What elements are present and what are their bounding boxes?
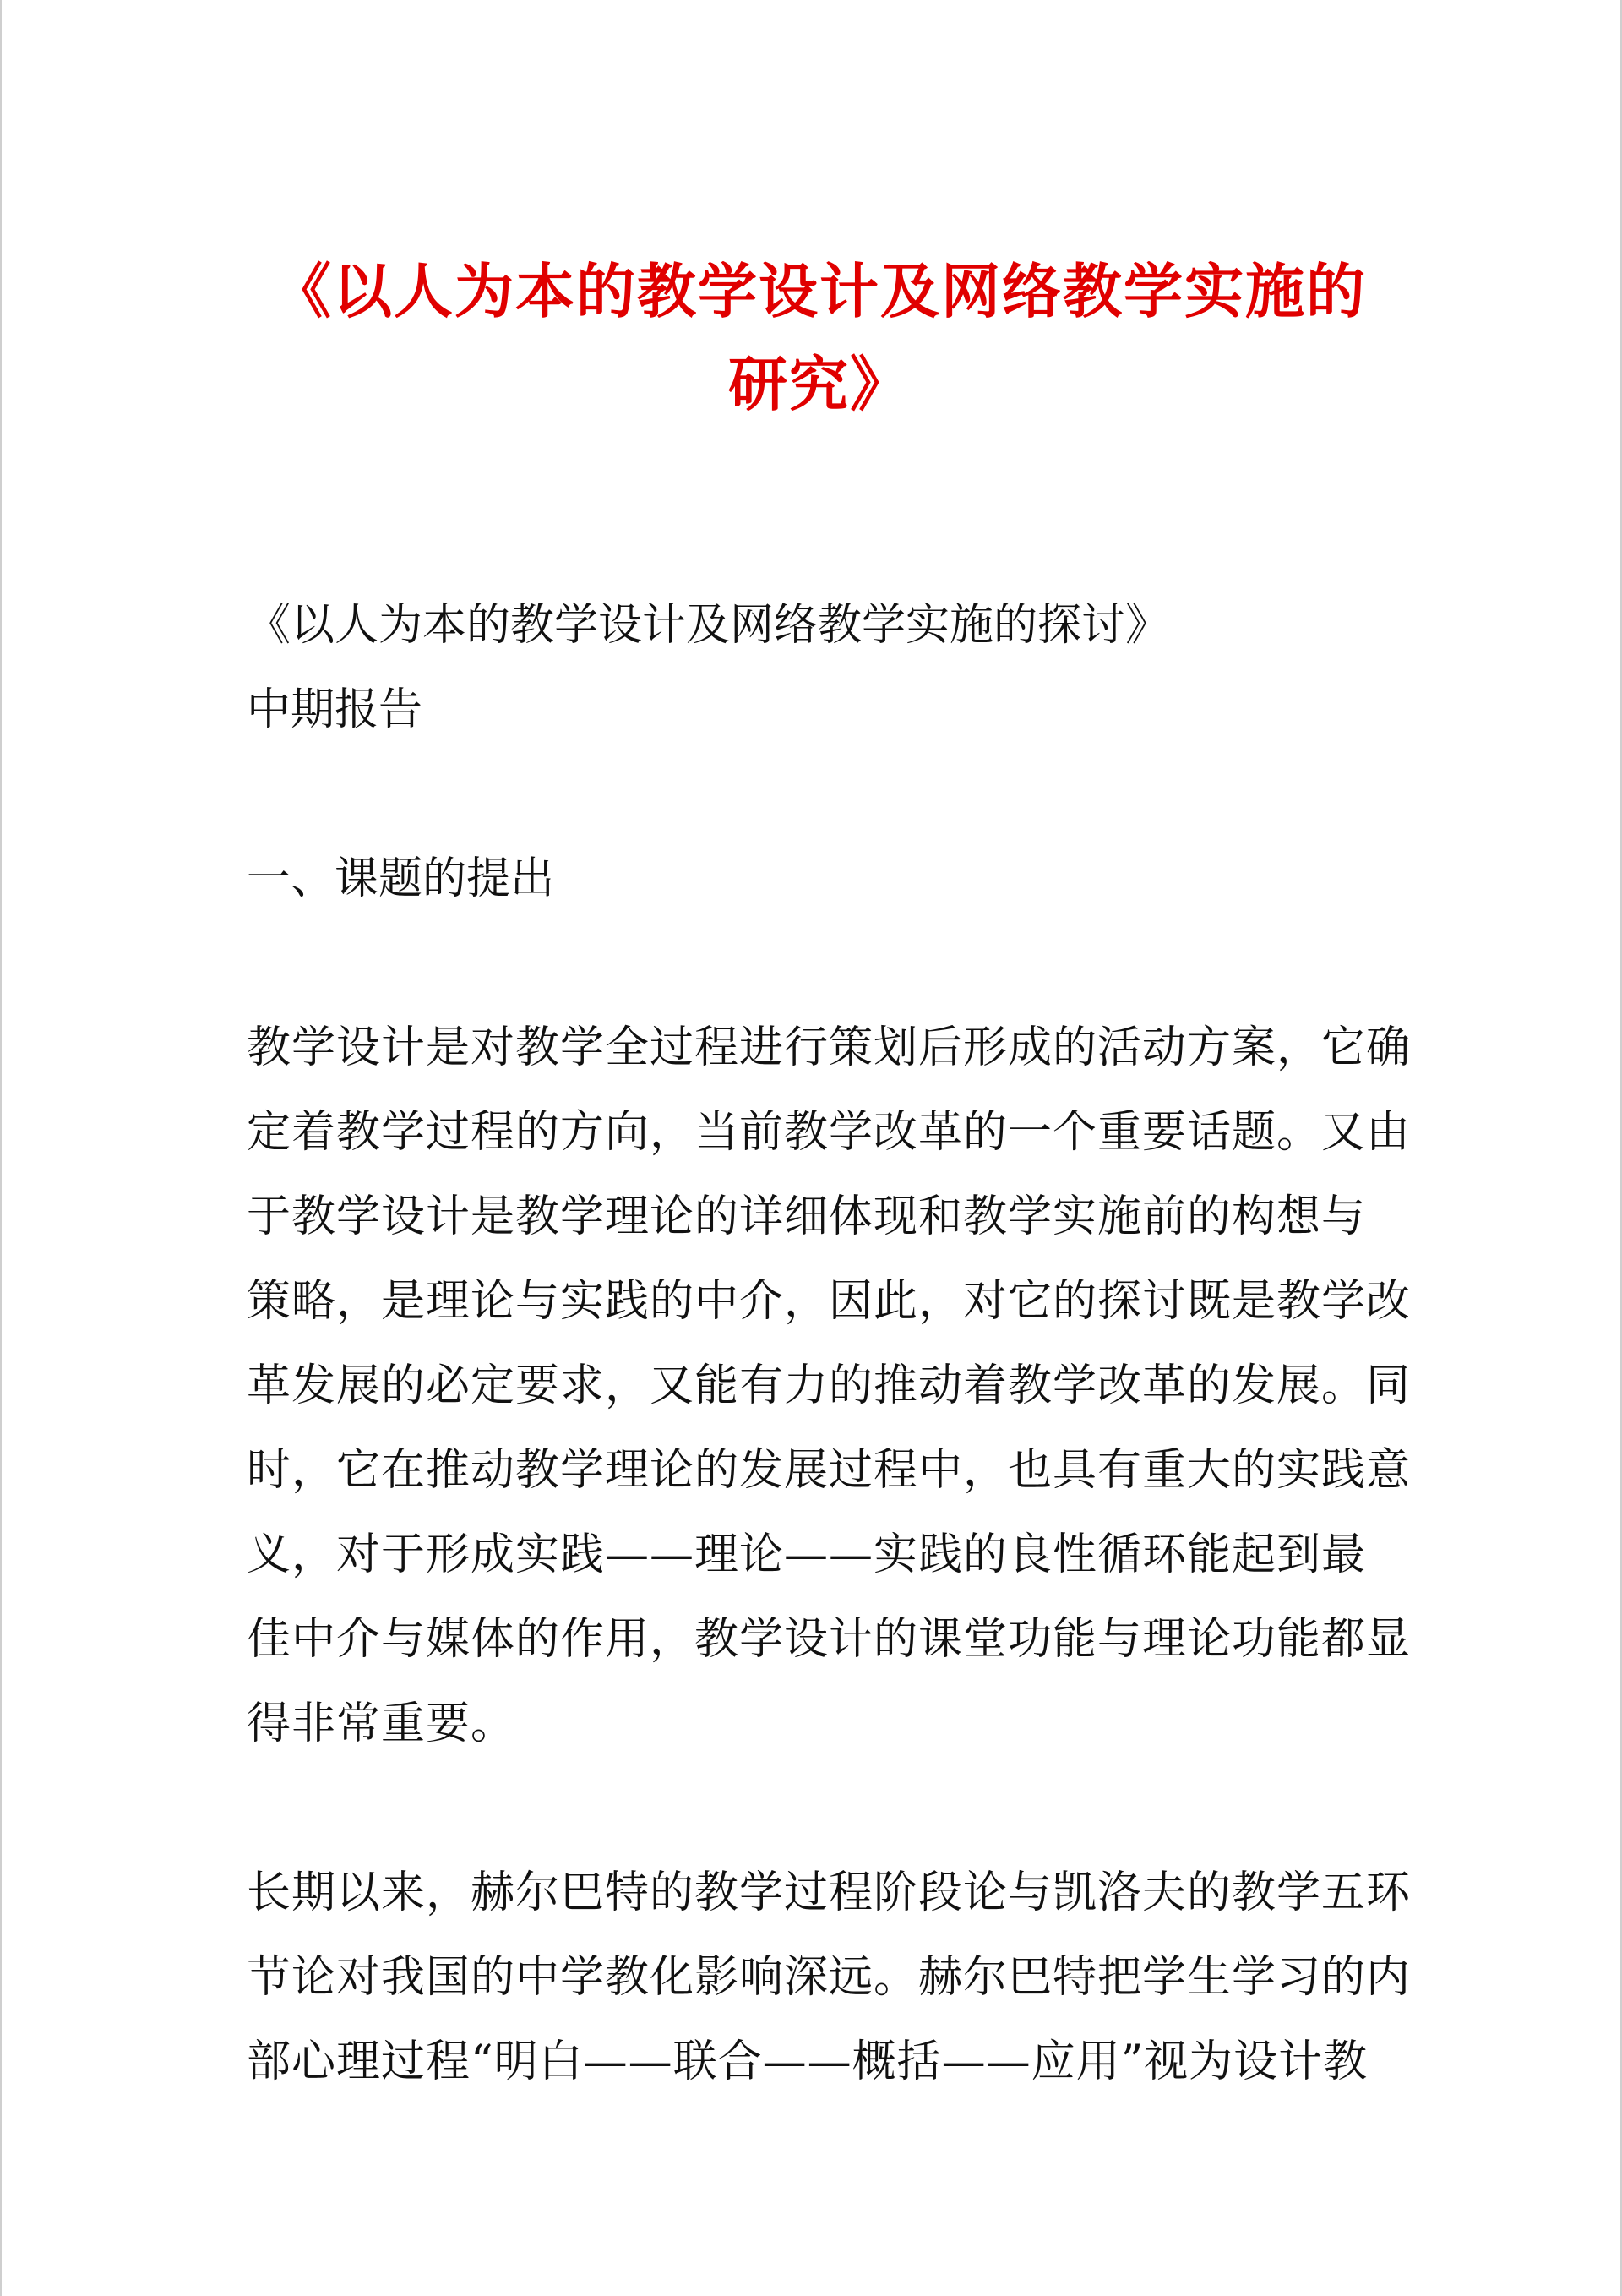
paragraph-line: 义，对于形成实践——理论——实践的良性循环能起到最: [247, 1530, 1367, 1580]
document-title: [253, 245, 1385, 431]
document-title-line-2: 研究》: [728, 349, 911, 419]
paragraph-line: 于教学设计是教学理论的详细体现和教学实施前的构想与: [247, 1192, 1367, 1242]
paragraph-line: 节论对我国的中学教化影响深远。赫尔巴特把学生学习的内: [247, 1952, 1412, 2003]
paragraph-line: 长期以来，赫尔巴特的教学过程阶段论与凯洛夫的教学五环: [247, 1868, 1412, 1918]
report-type-label: 中期报告: [247, 684, 423, 735]
paragraph-line: 策略，是理论与实践的中介，因此，对它的探讨既是教学改: [247, 1276, 1412, 1327]
paragraph-line: 部心理过程“明白——联合——概括——应用”视为设计教: [247, 2037, 1369, 2087]
page-edge-left: [0, 0, 2, 2296]
paragraph-line: 佳中介与媒体的作用，教学设计的课堂功能与理论功能都显: [247, 1614, 1412, 1665]
paragraph-2: [247, 1851, 1412, 2104]
paragraph-line: 定着教学过程的方向，当前教学改革的一个重要话题。又由: [247, 1107, 1412, 1158]
document-body: [247, 583, 1412, 2104]
paragraph-line: 时，它在推动教学理论的发展过程中，也具有重大的实践意: [247, 1445, 1412, 1496]
report-subtitle: 《以人为本的教学设计及网络教学实施的探讨》: [247, 600, 1170, 651]
paragraph-line: 教学设计是对教学全过程进行策划后形成的活动方案，它确: [247, 1023, 1412, 1073]
paragraph-line: 得非常重要。: [247, 1699, 516, 1749]
section-heading-1: 一、课题的提出: [247, 854, 555, 904]
document-title-line-1: 《以人为本的教学设计及网络教学实施的: [272, 256, 1367, 326]
paragraph-line: 革发展的必定要求，又能有力的推动着教学改革的发展。同: [247, 1361, 1412, 1411]
paragraph-1: [247, 1006, 1412, 1766]
